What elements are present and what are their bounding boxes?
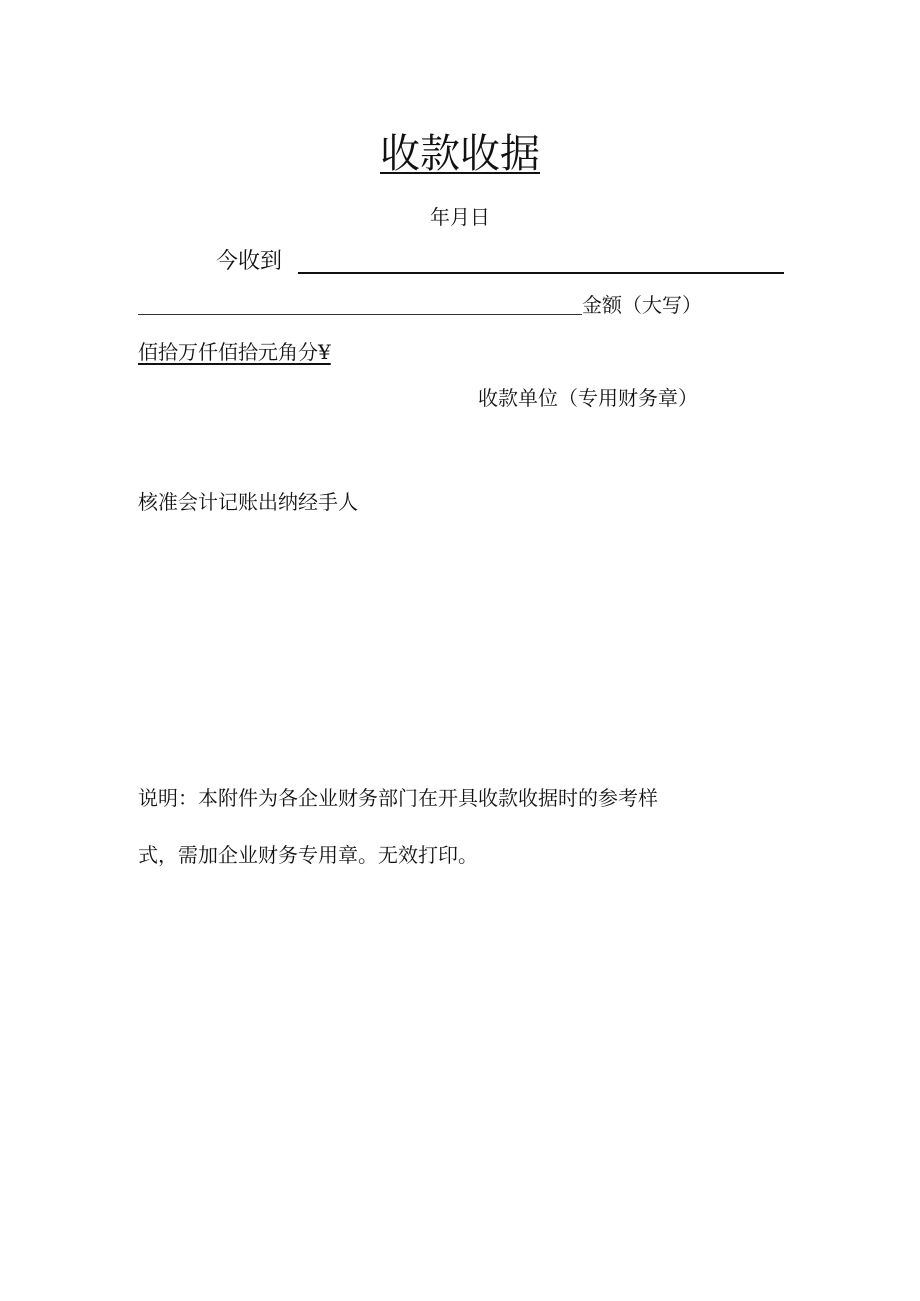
payee-unit-label: 收款单位（专用财务章） (478, 386, 698, 410)
received-from-label: 今收到 (216, 249, 283, 274)
note-line-1: 说明：本附件为各企业财务部门在开具收款收据时的参考样 (138, 786, 658, 810)
note-paragraph (138, 770, 778, 884)
amount-in-words-label: 金额（大写） (582, 293, 702, 317)
date-label: 年月日 (430, 205, 490, 229)
payment-reason-line (138, 314, 582, 315)
receipt-title-text: 收款收据 (380, 131, 540, 177)
amount-units-row: 佰拾万仟佰拾元角分¥ (138, 340, 331, 364)
signers-row: 核准会计记账出纳经手人 (138, 490, 358, 514)
payer-name-line (298, 272, 784, 274)
note-line-2: 式，需加企业财务专用章。无效打印。 (138, 843, 478, 867)
receipt-title (0, 128, 920, 180)
